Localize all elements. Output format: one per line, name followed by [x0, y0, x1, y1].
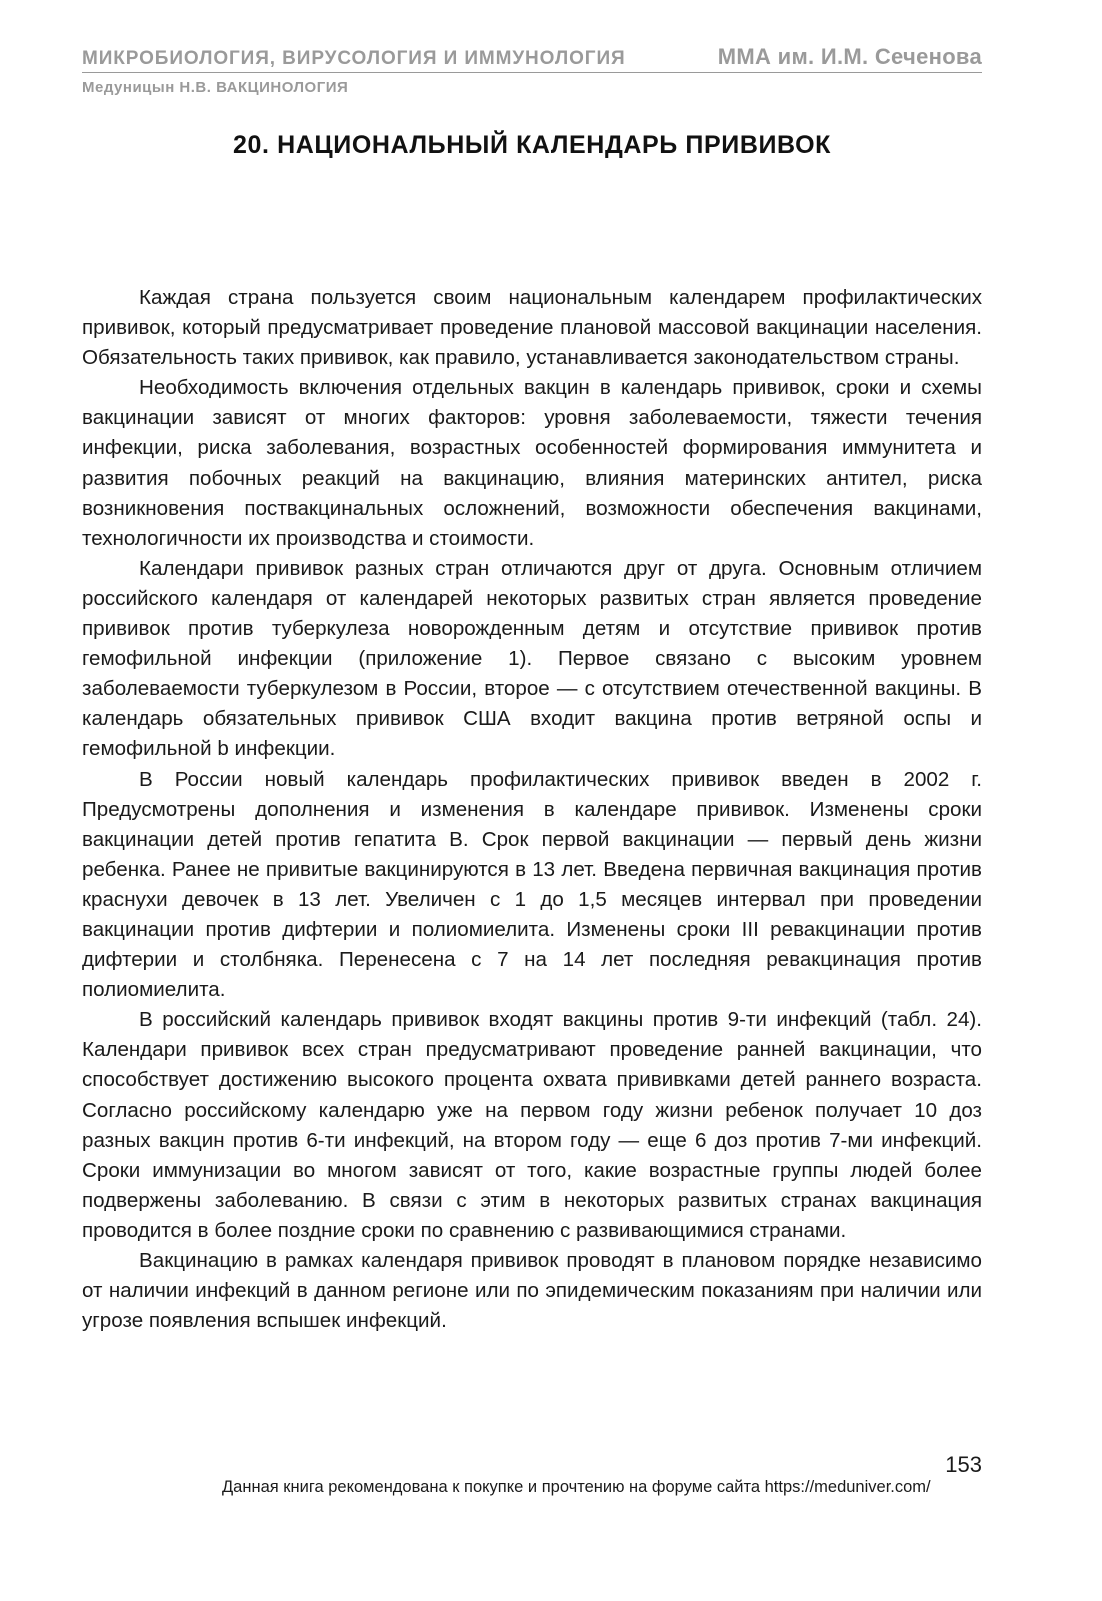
header-institution: ММА им. И.М. Сеченова: [717, 44, 982, 69]
chapter-title: 20. НАЦИОНАЛЬНЫЙ КАЛЕНДАРЬ ПРИВИВОК: [233, 131, 831, 159]
header-author-book: Медуницын Н.В. ВАКЦИНОЛОГИЯ: [82, 79, 349, 96]
paragraph: Каждая страна пользуется своим национальным календарем профилактических прививок, который предусматривает проведение плановой массовой вакцинации населения. Обязательность таких прививок, как правило, устанавливается законодательством страны.: [82, 286, 982, 370]
header-subject: МИКРОБИОЛОГИЯ, ВИРУСОЛОГИЯ И ИММУНОЛОГИЯ: [82, 48, 626, 69]
paragraph: В России новый календарь профилактических прививок введен в 2002 г. Предусмотрены дополнения и изменения в календаре прививок. Изменены сроки вакцинации детей против гепатита В. Срок первой вакцинации — первый день жизни ребенка. Ранее не привитые вакцинируются в 13 лет. Введена первичная вакцинация против краснухи девочек в 13 лет. Увеличен с 1 до 1,5 месяцев интервал при проведении вакцинации против дифтерии и полиомиелита. Изменены сроки III ревакцинации против дифтерии и столбняка. Перенесена с 7 на 14 лет последняя ревакцинация против полиомиелита.: [82, 767, 982, 1002]
paragraph: Календари прививок разных стран отличаются друг от друга. Основным отличием российского календаря от календарей некоторых развитых стран является проведение прививок против туберкулеза новорожденным детям и отсутствие прививок против гемофильной инфекции (приложение 1). Первое связано с высоким уровнем заболеваемости туберкулезом в России, второе — с отсутствием отечественной вакцины. В календарь обязательных прививок США входит вакцина против ветряной оспы и гемофильной b инфекции.: [82, 556, 982, 761]
paragraph: Необходимость включения отдельных вакцин в календарь прививок, сроки и схемы вакцинации зависят от многих факторов: уровня заболеваемости, тяжести течения инфекции, риска заболевания, возрастных особенностей формирования иммунитета и развития побочных реакций на вакцинацию, влияния материнских антител, риска возникновения поствакцинальных осложнений, возможности обеспечения вакцинами, технологичности их производства и стоимости.: [82, 376, 982, 550]
paragraph: Вакцинацию в рамках календаря прививок проводят в плановом порядке независимо от наличии инфекций в данном регионе или по эпидемическим показаниям при наличии или угрозе появления вспышек инфекций.: [82, 1249, 982, 1333]
page-number: 153: [945, 1452, 982, 1477]
paragraph: В российский календарь прививок входят вакцины против 9-ти инфекций (табл. 24). Календари прививок всех стран предусматривают проведение ранней вакцинации, что способствует достижению высокого процента охвата прививками детей раннего возраста. Согласно российскому календарю уже на первом году жизни ребенок получает 10 доз разных вакцин против 6-ти инфекций, на втором году — еще 6 доз против 7-ми инфекций. Сроки иммунизации во многом зависят от того, какие возрастные группы людей более подвержены заболеванию. В связи с этим в некоторых развитых странах вакцинация проводится в более поздние сроки по сравнению с развивающимися странами.: [82, 1008, 982, 1242]
body-text: [82, 283, 982, 1336]
running-header: [82, 44, 982, 73]
footer-note: Данная книга рекомендована к покупке и прочтению на форуме сайта https://meduniver.com/: [222, 1478, 931, 1496]
